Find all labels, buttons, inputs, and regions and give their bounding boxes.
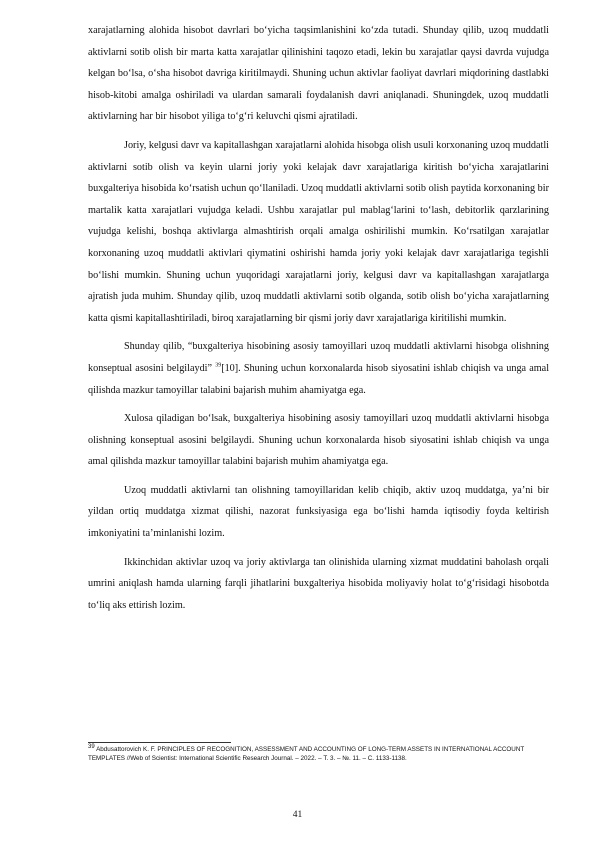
footnote (88, 743, 549, 763)
source-reference: [10]. (221, 362, 241, 374)
paragraph-6: Ikkinchidan aktivlar uzoq va joriy aktivlarga tan olinishida ularning xizmat muddatini baholash orqali umrini aniqlash hamda ularning farqli jihatlarini buxgalteriya hisobida moliyaviy holat to‘g‘risidagi hisobotda to‘liq aks ettirish lozim. (88, 556, 549, 611)
page-number: 41 (292, 810, 303, 820)
paragraph-3 (88, 336, 549, 401)
paragraph-3-quote: Shunday qilib, “buxgalteriya hisobining asosiy tamoyillari uzoq muddatli aktivlarni hisobga olishning konseptual asosini belgilaydi” (88, 341, 549, 374)
paragraph-5: Uzoq muddatli aktivlarni tan olishning tamoyillaridan kelib chiqib, aktiv uzoq muddatga, ya’ni bir yildan ortiq muddatga xizmat qilishi, nazorat funksiyasiga ega bo‘lishi hamda iqtisodiy foyda keltirish imkoniyatini ta’minlanishi lozim. (88, 484, 549, 540)
paragraph-1: xarajatlarning alohida hisobot davrlari bo‘yicha taqsimlanishini ko‘zda tutadi. Shunday qilib, uzoq muddatli aktivlarni sotib olish bir marta katta xarajatlar qilinishini taqozo etadi, lekin bu xarajatlar qaysi davrda vujudga kelgan bo‘lsa, o‘sha hisobot davriga kiritilmaydi. Shuning uchun aktivlar faoliyat davrlari miqdorining dastlabki hisob-kitobi amalga oshiriladi va ulardan samarali foydalanish davri aniqlanadi. Shuningdek, uzoq muddatli aktivlarning har bir hisobot yiliga to‘g‘ri keluvchi qismi ajratiladi. (88, 25, 549, 123)
paragraph-3-continuation: Shuning uchun korxonalarda hisob siyosatini ishlab chiqish va unga amal qilishda mazkur tamoyillar talabini bajarish muhim ahamiyatga ega. (88, 362, 550, 396)
paragraph-2: Joriy, kelgusi davr va kapitallashgan xarajatlarni alohida hisobga olish usuli korxonaning uzoq muddatli aktivlarni sotib olish va keyin ularni joriy yoki kelajak davr xarajatlariga kiritish bo‘yicha xarajatlarini buxgalteriya hisobida ko‘rsatish uchun qo‘llaniladi. Uzoq muddatli aktivlarni sotib olish paytida korxonaning bir martalik katta xarajatlari vujudga keladi. Ushbu xarajatlar pul mablag‘larini to‘lash, debitorlik qarzlarining vujudga kelishi, boshqa aktivlarga almashtirish orqali amalga oshirilishi mumkin. Ko‘rsatilgan xarajatlar korxonaning uzoq muddatli aktivlari qiymatini oshirishi hamda joriy yoki kelajak davr xarajatlariga tegishli bo‘lishi mumkin. Shuning uchun yuqoridagi xarajatlarni joriy, kelgusi davr va kapitallashgan xarajatlarga ajratish juda muhim. Shunday qilib, uzoq muddatli aktivlarni sotib olganda, sotib olish bo‘yicha xarajatlarning katta qismi kapitallashtiriladi, biroq xarajatlarning bir qismi joriy davr xarajatlariga kiritilishi mumkin. (88, 139, 549, 324)
footnote-reference[interactable]: 39 (215, 362, 222, 369)
paragraph-4: Xulosa qiladigan bo‘lsak, buxgalteriya hisobining asosiy tamoyillari uzoq muddatli aktivlarni hisobga olishning konseptual asosini belgilaydi. Shuning uchun korxonalarda hisob siyosatini ishlab chiqish va unga amal qilishda mazkur tamoyillar talabini bajarish muhim ahamiyatga ega. (88, 413, 549, 468)
footnote-text: Abdusattorovich K. F. PRINCIPLES OF RECOGNITION, ASSESSMENT AND ACCOUNTING OF LONG-TERM ASSETS IN INTERNATIONAL ACCOUNT TEMPLATES //Web of Scientist: International Scientific Research Journal. – 2022. – Т. 3. – №. 11. – С. 1133-1138. (88, 746, 525, 762)
body-text (88, 20, 549, 623)
footnote-divider (88, 742, 231, 743)
footnote-number: 39 (88, 743, 95, 750)
